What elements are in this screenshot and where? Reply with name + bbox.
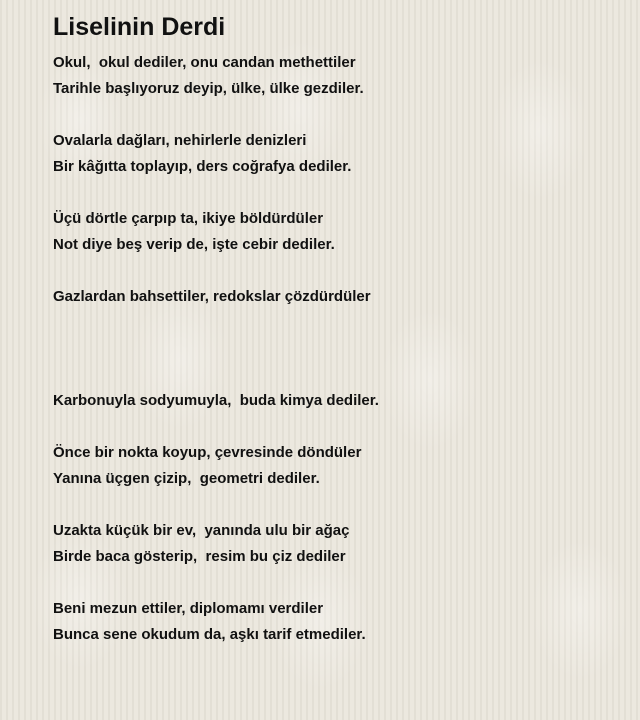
poem-line: Tarihle başlıyoruz deyip, ülke, ülke gezdiler. (53, 80, 364, 97)
stanza-gap (53, 258, 623, 284)
stanza-4 (53, 284, 623, 414)
stanza-gap (53, 310, 623, 388)
poem-line: Yanına üçgen çizip, geometri dediler. (53, 470, 320, 487)
poem-line: Birde baca gösterip, resim bu çiz dediler (53, 548, 346, 565)
stanza-gap (53, 570, 623, 596)
stanza-6 (53, 518, 623, 570)
poem-line: Ovalarla dağları, nehirlerle denizleri (53, 132, 307, 149)
stanza-gap (53, 102, 623, 128)
stanza-gap (53, 180, 623, 206)
poem-title: Liselinin Derdi (53, 13, 226, 41)
stanza-5 (53, 440, 623, 492)
poem-line: Bunca sene okudum da, aşkı tarif etmediler. (53, 626, 366, 643)
stanza-7 (53, 596, 623, 648)
poem-line: Önce bir nokta koyup, çevresinde döndüler (53, 444, 362, 461)
poem-line: Beni mezun ettiler, diplomamı verdiler (53, 600, 324, 617)
poem-line: Not diye beş verip de, işte cebir dediler. (53, 236, 335, 253)
poem-line: Bir kâğıtta toplayıp, ders coğrafya dediler. (53, 158, 352, 175)
poem-container (53, 10, 623, 648)
stanza-3 (53, 206, 623, 258)
poem-line: Uzakta küçük bir ev, yanında ulu bir ağaç (53, 522, 350, 539)
stanza-1 (53, 50, 623, 102)
poem-line: Karbonuyla sodyumuyla, buda kimya dediler. (53, 392, 379, 409)
stanza-gap (53, 414, 623, 440)
poem-line: Üçü dörtle çarpıp ta, ikiye böldürdüler (53, 210, 324, 227)
stanza-2 (53, 128, 623, 180)
stanza-gap (53, 492, 623, 518)
poem-line: Okul, okul dediler, onu candan methettiler (53, 54, 356, 71)
poem-line: Gazlardan bahsettiler, redokslar çözdürdüler (53, 288, 371, 305)
